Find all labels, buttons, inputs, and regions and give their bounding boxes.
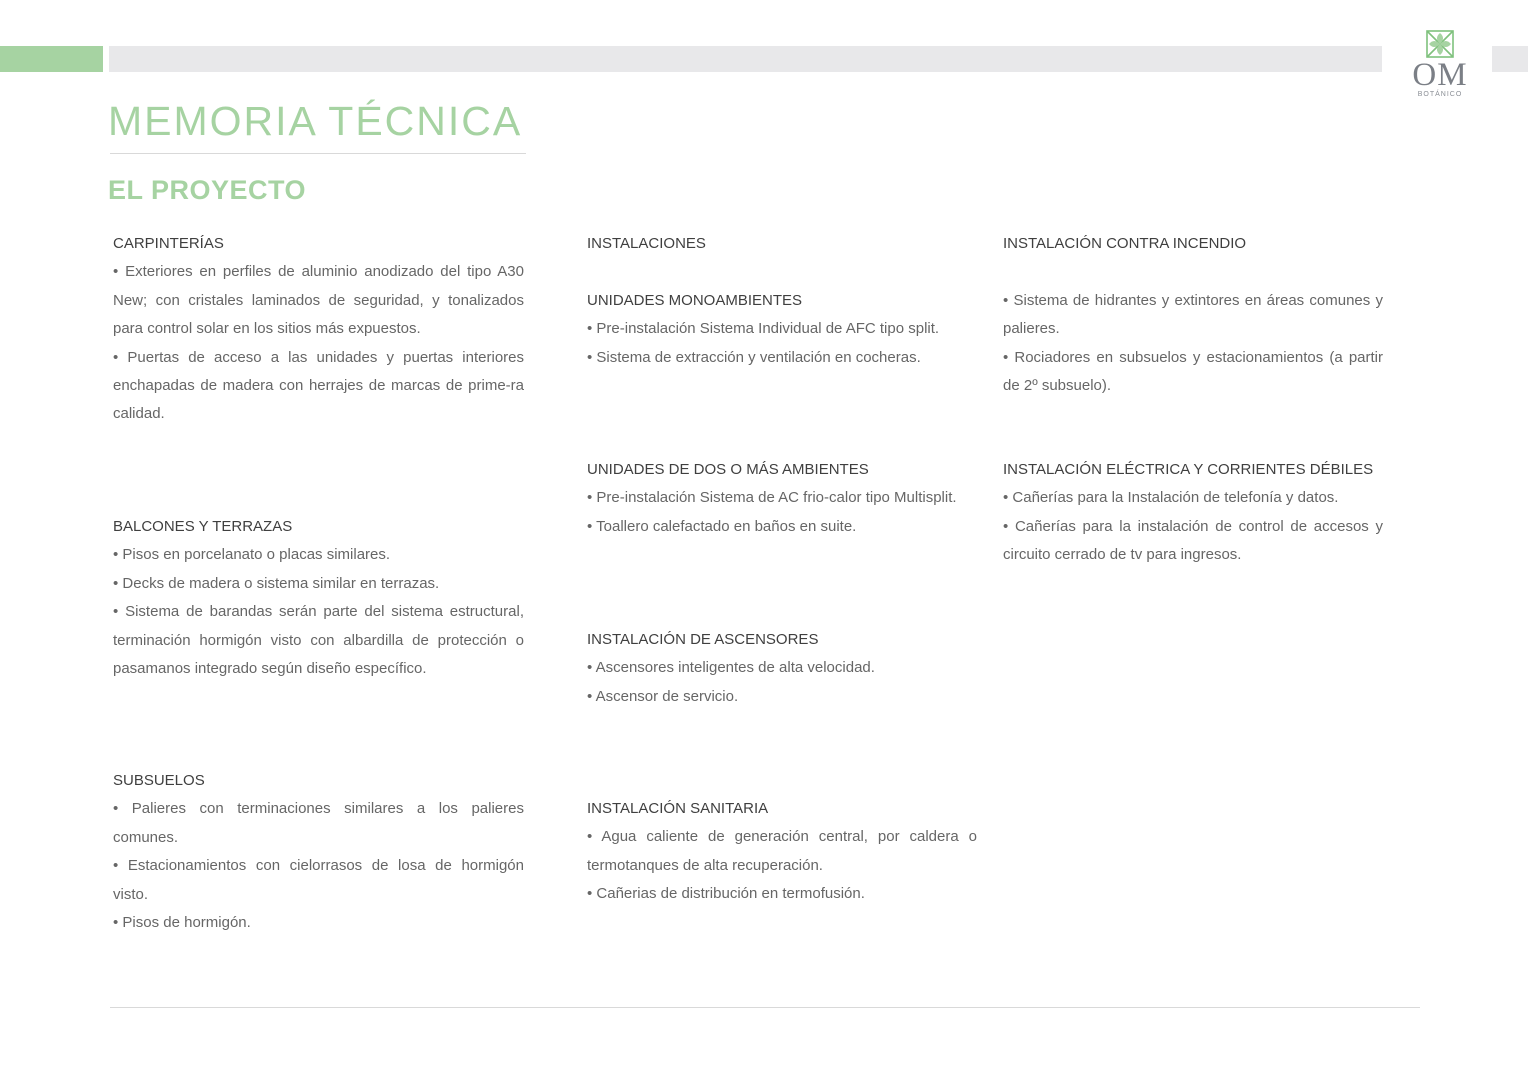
header-band xyxy=(109,46,1382,72)
section-heading: INSTALACIÓN DE ASCENSORES xyxy=(587,631,819,648)
list-item: • Palieres con terminaciones similares a los palieres comunes. xyxy=(113,800,524,846)
section-heading: INSTALACIÓN ELÉCTRICA Y CORRIENTES DÉBILES xyxy=(1003,461,1374,478)
list-item: • Pre-instalación Sistema Individual de AFC tipo split. xyxy=(587,320,940,338)
list-item: • Agua caliente de generación central, por caldera o termotanques de alta recuperación. xyxy=(587,828,977,874)
list-item: • Estacionamientos con cielorrasos de losa de hormigón visto. xyxy=(113,857,524,903)
section-monoambientes xyxy=(587,287,977,372)
section-electrica xyxy=(1003,456,1383,570)
section-instalaciones xyxy=(587,230,977,258)
header-band-right xyxy=(1492,46,1528,72)
section-incendio xyxy=(1003,230,1383,400)
list-item: • Puertas de acceso a las unidades y puertas interiores enchapadas de madera con herrajes de marcas de prime-ra calidad. xyxy=(113,348,524,423)
list-item: • Sistema de barandas serán parte del sistema estructural, terminación hormigón visto con albardilla de protección o pasamanos integrado según diseño específico. xyxy=(113,603,524,678)
section-heading: INSTALACIÓN CONTRA INCENDIO xyxy=(1003,235,1247,252)
section-ascensores xyxy=(587,626,977,711)
list-item: • Cañerías para la instalación de control de accesos y circuito cerrado de tv para ingresos. xyxy=(1003,517,1383,564)
title-divider xyxy=(110,153,526,154)
logo xyxy=(1402,30,1478,98)
section-heading: SUBSUELOS xyxy=(113,772,205,789)
list-item: • Rociadores en subsuelos y estacionamientos (a partir de 2º subsuelo). xyxy=(1003,348,1383,394)
section-carpinterias xyxy=(113,230,524,429)
page-title: MEMORIA TÉCNICA xyxy=(108,98,523,144)
section-heading: CARPINTERÍAS xyxy=(113,235,224,252)
section-title: EL PROYECTO xyxy=(108,175,307,205)
list-item: • Exteriores en perfiles de aluminio anodizado del tipo A30 New; con cristales laminados de seguridad, y tonalizados para control solar en los sitios más expuestos. xyxy=(113,263,524,338)
section-heading: UNIDADES MONOAMBIENTES xyxy=(587,292,803,309)
section-heading: INSTALACIONES xyxy=(587,235,706,252)
list-item: • Cañerías para la Instalación de telefonía y datos. xyxy=(1003,489,1339,507)
section-heading: UNIDADES DE DOS O MÁS AMBIENTES xyxy=(587,461,869,478)
list-item: • Sistema de extracción y ventilación en cocheras. xyxy=(587,348,921,366)
logo-letters: OM xyxy=(1412,57,1468,93)
list-item: • Pisos en porcelanato o placas similares. xyxy=(113,546,391,564)
section-dos-ambientes xyxy=(587,456,977,541)
list-item: • Sistema de hidrantes y extintores en áreas comunes y palieres. xyxy=(1003,291,1383,338)
section-sanitaria xyxy=(587,795,977,909)
section-heading: BALCONES Y TERRAZAS xyxy=(113,518,293,535)
list-item: • Ascensor de servicio. xyxy=(587,687,739,705)
list-item: • Ascensores inteligentes de alta velocidad. xyxy=(587,659,875,677)
list-item: • Pre-instalación Sistema de AC frio-calor tipo Multisplit. xyxy=(587,489,957,507)
leaf-square-icon xyxy=(1426,30,1454,58)
list-item: • Pisos de hormigón. xyxy=(113,914,251,932)
logo-subtitle: BOTÁNICO xyxy=(1417,91,1463,98)
list-item: • Decks de madera o sistema similar en terrazas. xyxy=(113,574,440,592)
section-heading: INSTALACIÓN SANITARIA xyxy=(587,800,769,817)
list-item: • Toallero calefactado en baños en suite. xyxy=(587,517,857,535)
footer-divider xyxy=(110,1007,1420,1008)
section-balcones xyxy=(113,513,524,683)
header-accent-bar xyxy=(0,46,103,72)
section-subsuelos xyxy=(113,767,524,937)
list-item: • Cañerias de distribución en termofusión. xyxy=(587,885,865,903)
